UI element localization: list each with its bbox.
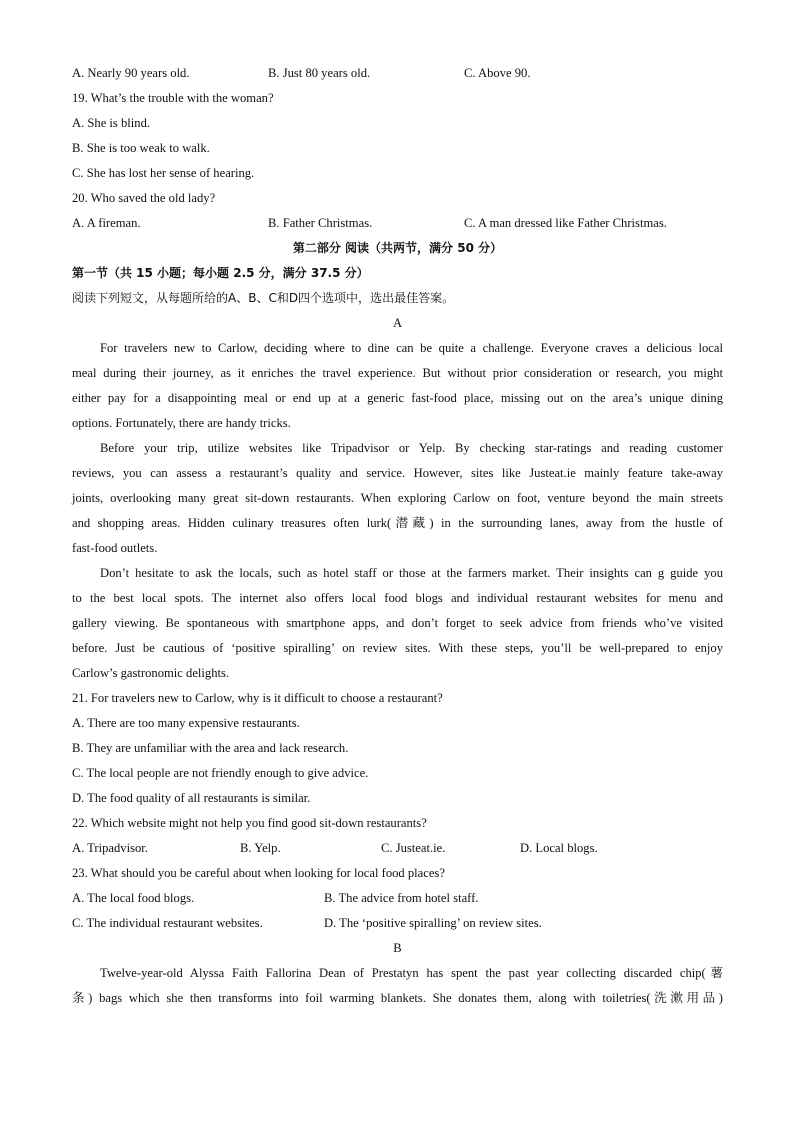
passage-a-line: before. Just be cautious of ‘positive spiralling’ on review sites. With these steps, you’ll be well-prepared to enjoy (72, 641, 723, 655)
q23-stem: 23. What should you be careful about when looking for local food places? (72, 866, 445, 880)
q18-options (72, 65, 723, 81)
passage-b-label: B (393, 941, 402, 955)
passage-a-label: A (392, 316, 403, 330)
q20-stem: 20. Who saved the old lady? (72, 191, 216, 205)
q23-option-c: C. The individual restaurant websites. (72, 916, 263, 930)
q23-options-row2 (72, 915, 723, 931)
section1-title: 第一节（共 15 小题；每小题 2.5 分，满分 37.5 分） (72, 266, 369, 280)
passage-a-line: joints, overlooking many great sit-down restaurants. When exploring Carlow on foot, venture beyond the main streets (72, 491, 723, 505)
q21-stem: 21. For travelers new to Carlow, why is it difficult to choose a restaurant? (72, 691, 443, 705)
q19-stem: 19. What’s the trouble with the woman? (72, 91, 274, 105)
q23-options-row1 (72, 890, 723, 906)
q21-option-b: B. They are unfamiliar with the area and lack research. (72, 741, 349, 755)
q21-option-a: A. There are too many expensive restaurants. (72, 716, 300, 730)
q23-option-b: B. The advice from hotel staff. (324, 891, 479, 905)
q21-option-c: C. The local people are not friendly enough to give advice. (72, 766, 369, 780)
passage-b-line: 条) bags which she then transforms into foil warming blankets. She donates them, along with toiletries(洗漱用品) (72, 991, 723, 1005)
passage-a-line: and shopping areas. Hidden culinary treasures often lurk(潜藏) in the surrounding lanes, away from the hustle of (72, 516, 723, 530)
passage-a-line: either pay for a disappointing meal or end up at a generic fast-food place, missing out on the area’s unique dining (72, 391, 723, 405)
q19-option-a: A. She is blind. (72, 116, 151, 130)
passage-a-line: Carlow’s gastronomic delights. (72, 666, 230, 680)
passage-a-line: gallery viewing. Be spontaneous with smartphone apps, and don’t forget to seek advice from friends who’ve visited (72, 616, 723, 630)
passage-a-line: Don’t hesitate to ask the locals, such as hotel staff or those at the farmers market. Their insights can g guide you (100, 566, 723, 580)
q23-option-d: D. The ‘positive spiralling’ on review sites. (324, 916, 542, 930)
passage-a-line: reviews, you can assess a restaurant’s quality and service. However, sites like Justeat.ie mainly feature take-away (72, 466, 723, 480)
q22-option-b: B. Yelp. (240, 841, 281, 855)
q22-option-a: A. Tripadvisor. (72, 841, 148, 855)
passage-a-line: Before your trip, utilize websites like Tripadvisor or Yelp. By checking star-ratings and reading customer (100, 441, 723, 455)
passage-a-line: For travelers new to Carlow, deciding where to dine can be quite a challenge. Everyone craves a delicious local (100, 341, 723, 355)
q23-option-a: A. The local food blogs. (72, 891, 195, 905)
passage-a-line: to the best local spots. The internet also offers local food blogs and individual restaurant websites for menu and (72, 591, 723, 605)
q20-option-b: B. Father Christmas. (268, 216, 373, 230)
q18-option-a: A. Nearly 90 years old. (72, 66, 190, 80)
instructions: 阅读下列短文，从每题所给的A、B、C和D四个选项中，选出最佳答案。 (72, 291, 455, 305)
q20-option-c: C. A man dressed like Father Christmas. (464, 216, 667, 230)
q18-option-c: C. Above 90. (464, 66, 531, 80)
q22-option-c: C. Justeat.ie. (381, 841, 446, 855)
q19-option-c: C. She has lost her sense of hearing. (72, 166, 255, 180)
q18-option-b: B. Just 80 years old. (268, 66, 371, 80)
passage-a-line: meal during their journey, as it enriches the travel experience. But without prior consideration or research, you might (72, 366, 723, 380)
q22-options (72, 840, 723, 856)
part2-title: 第二部分 阅读（共两节，满分 50 分） (292, 241, 503, 255)
passage-a-line: options. Fortunately, there are handy tricks. (72, 416, 291, 430)
q21-option-d: D. The food quality of all restaurants is similar. (72, 791, 311, 805)
q20-options (72, 215, 723, 231)
q22-stem: 22. Which website might not help you find good sit-down restaurants? (72, 816, 427, 830)
q19-option-b: B. She is too weak to walk. (72, 141, 210, 155)
q22-option-d: D. Local blogs. (520, 841, 598, 855)
passage-b-line: Twelve-year-old Alyssa Faith Fallorina Dean of Prestatyn has spent the past year collecting discarded chip(薯 (100, 966, 723, 980)
q20-option-a: A. A fireman. (72, 216, 141, 230)
passage-a-line: fast-food outlets. (72, 541, 158, 555)
